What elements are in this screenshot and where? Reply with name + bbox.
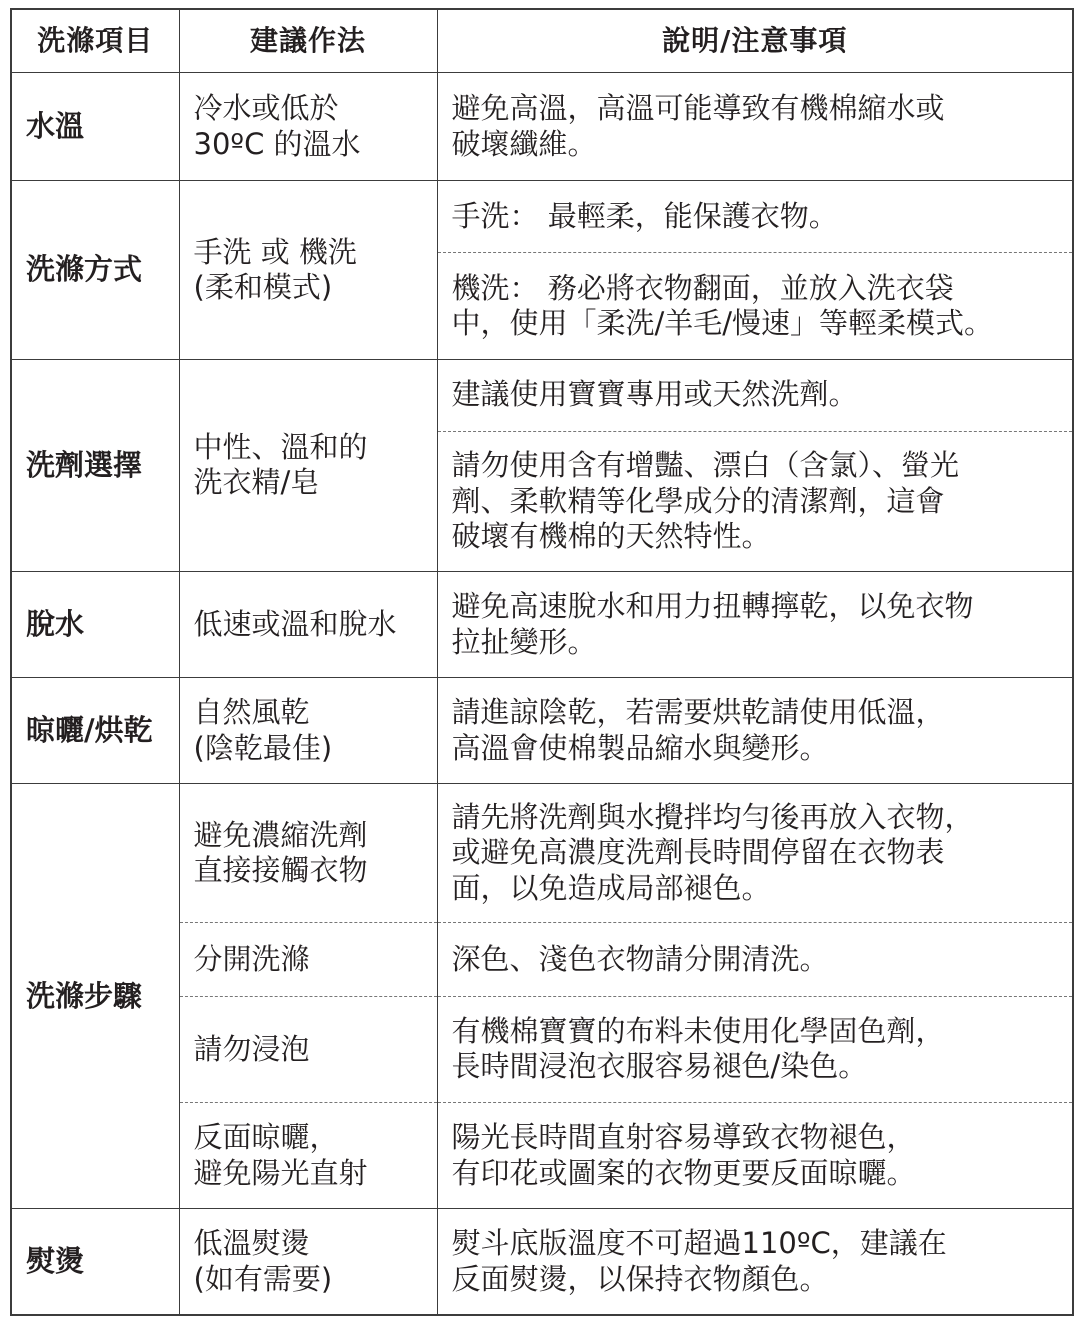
row-method: 自然風乾 (陰乾最佳) (179, 678, 437, 784)
row-item-label: 洗滌方式 (11, 181, 179, 359)
row-item-label: 晾曬/烘乾 (11, 678, 179, 784)
table-row-wash-method (11, 181, 1073, 253)
table-row-detergent (11, 359, 1073, 431)
row-note: 請先將洗劑與水攪拌均勻後再放入衣物， 或避免高濃度洗劑長時間停留在衣物表 面，以免造成局部褪色。 (437, 784, 1073, 922)
row-item-label: 水溫 (11, 73, 179, 181)
care-table-wrapper (10, 8, 1072, 1316)
care-instructions-table (10, 8, 1074, 1316)
row-note: 請勿使用含有增豔、漂白（含氯）、螢光 劑、柔軟精等化學成分的清潔劑，這會 破壞有機棉的天然特性。 (437, 431, 1073, 571)
row-item-label: 洗滌步驟 (11, 784, 179, 1209)
row-note: 熨斗底版溫度不可超過110ºC，建議在 反面熨燙，以保持衣物顏色。 (437, 1209, 1073, 1315)
row-method: 中性、溫和的 洗衣精/皂 (179, 359, 437, 571)
row-note: 有機棉寶寶的布料未使用化學固色劑， 長時間浸泡衣服容易褪色/染色。 (437, 996, 1073, 1102)
row-note: 建議使用寶寶專用或天然洗劑。 (437, 359, 1073, 431)
row-method: 低速或溫和脫水 (179, 571, 437, 677)
table-row-spin (11, 571, 1073, 677)
row-item-label: 洗劑選擇 (11, 359, 179, 571)
row-note: 深色、淺色衣物請分開清洗。 (437, 922, 1073, 996)
row-method: 避免濃縮洗劑 直接接觸衣物 (179, 784, 437, 922)
header-method: 建議作法 (179, 9, 437, 73)
row-note: 請進諒陰乾，若需要烘乾請使用低溫， 高溫會使棉製品縮水與變形。 (437, 678, 1073, 784)
row-method: 分開洗滌 (179, 922, 437, 996)
row-item-label: 熨燙 (11, 1209, 179, 1315)
table-row-ironing (11, 1209, 1073, 1315)
row-note: 避免高速脫水和用力扭轉擰乾，以免衣物 拉扯變形。 (437, 571, 1073, 677)
row-note: 陽光長時間直射容易導致衣物褪色， 有印花或圖案的衣物更要反面晾曬。 (437, 1102, 1073, 1208)
row-method: 冷水或低於 30ºC 的溫水 (179, 73, 437, 181)
row-method: 低溫熨燙 (如有需要) (179, 1209, 437, 1315)
header-item: 洗滌項目 (11, 9, 179, 73)
row-note: 手洗： 最輕柔，能保護衣物。 (437, 181, 1073, 253)
row-item-label: 脫水 (11, 571, 179, 677)
table-row-drying (11, 678, 1073, 784)
table-row-steps (11, 784, 1073, 922)
row-method: 請勿浸泡 (179, 996, 437, 1102)
table-header-row (11, 9, 1073, 73)
row-method: 手洗 或 機洗 (柔和模式) (179, 181, 437, 359)
row-note: 機洗： 務必將衣物翻面，並放入洗衣袋 中，使用「柔洗/羊毛/慢速」等輕柔模式。 (437, 253, 1073, 359)
header-note: 說明/注意事項 (437, 9, 1073, 73)
row-method: 反面晾曬， 避免陽光直射 (179, 1102, 437, 1208)
row-note: 避免高溫，高溫可能導致有機棉縮水或 破壞纖維。 (437, 73, 1073, 181)
table-row-water-temp (11, 73, 1073, 181)
